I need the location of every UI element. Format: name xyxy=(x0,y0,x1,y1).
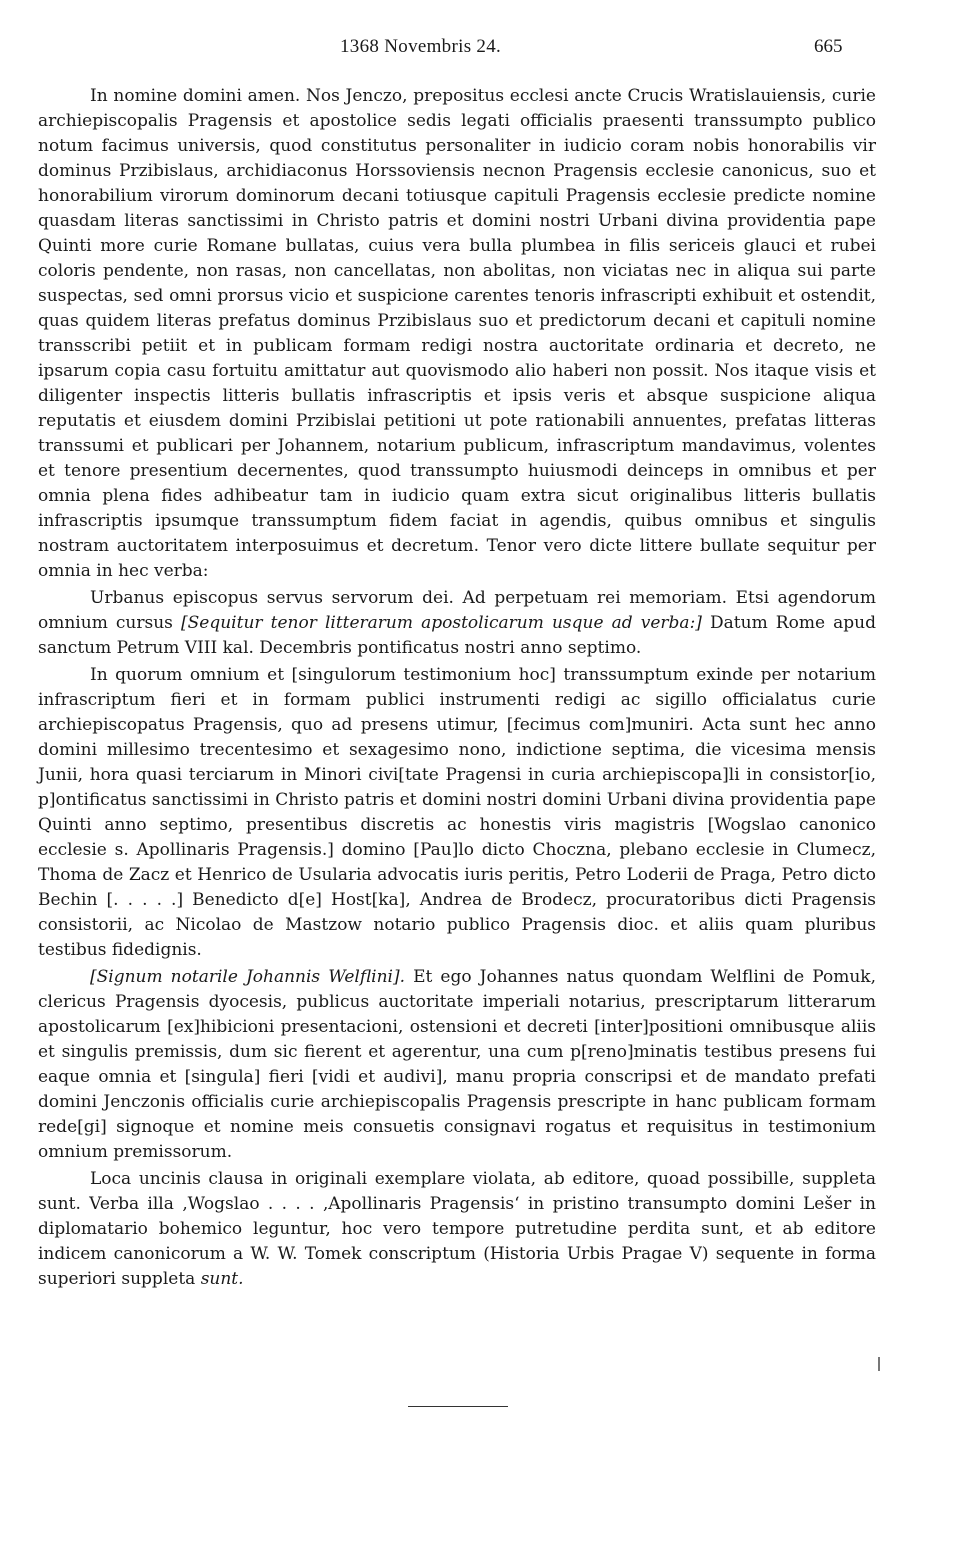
paragraph-charter-intro: In nomine domini amen. Nos Jenczo, prepositus ecclesi ancte Crucis Wratislauiensis, curie archiepiscopalis Pragensis et apostolice sedis legati officialis praesenti transsumpto publico notum facimus universis, quod constitutus personaliter in iudicio coram nobis honorabilis vir dominus Przibislaus, archidiaconus Horssoviensis necnon Pragensis ecclesie canonicus, suo et honorabilium virorum dominorum decani totiusque capituli Pragensis ecclesie predicte nomine quasdam literas sanctissimi in Christo patris et domini nostri Urbani divina providentia pape Quinti more curie Romane bullatas, cuius vera bulla plumbea in filis sericeis glauci et rubei coloris pendente, non rasas, non cancellatas, non abolitas, non viciatas nec in aliqua sui parte suspectas, sed omni prorsus vicio et suspicione carentes tenoris infrascripti exhibuit et ostendit, quas quidem literas prefatus dominus Przibislaus suo et predictorum decani et capituli nomine transscribi petiit et in publicam formam redigi nostra auctoritate ordinaria et decreto, ne ipsarum copia casu fortuitu amittatur aut quovismodo alio haberi non possit. Nos itaque visis et diligenter inspectis litteris bullatis infrascriptis et ipsis veris et absque suspicione aliqua reputatis et eiusdem domini Przibislai petitioni ut pote rationabili annuentes, prefatas litteras transsumi et publicari per Johannem, notarium publicum, infrascriptum mandavimus, volentes et tenore presentium decernentes, quod transsumpto huiusmodi deinceps in omnibus et per omnia plena fides adhibeatur tam in iudicio quam extra sicut originalibus litteris bullatis infrascriptis ipsumque transsumptum fidem faciat in agendis, quibus omnibus et singulis nostram auctoritatem interposuimus et decretum. Tenor vero dicte littere bullate sequitur per omnia in hec verba: xyxy=(38,86,876,581)
paragraph-notary-subscription xyxy=(38,965,876,1165)
paragraph-editor-remark xyxy=(38,1167,876,1292)
bull-dating-text: Datum Rome apud sanctum Petrum VIII kal. Decembris pontificatus nostri anno septimo. xyxy=(38,613,876,658)
bull-opening-text: Urbanus episcopus servus servorum dei. Ad perpetuam rei memoriam. Etsi agendorum omnium cursus xyxy=(38,588,876,633)
notary-subscription-text: Et ego Johannes natus quondam Welflini de Pomuk, clericus Pragensis dyocesis, publicus auctoritate imperiali notarius, prescriptarum litterarum apostolicarum [ex]hibicioni presentacioni, ostensioni et decreti [inter]positioni omnibusque aliis et singulis premissis, dum sic fierent et agerentur, una cum p[reno]minatis testibus presens fui eaque omnia et [singula] fieri [vidi et audivi], manu propria conscripsi et de mandato prefati domini Jenczonis officialis curie archiepiscopalis Pragensis prescripte in hanc publicam formam rede[gi] signoque et nomine meis consuetis consignavi rogatus et requisitus in testimonium omnium premissorum. xyxy=(38,967,876,1162)
paragraph-papal-bull xyxy=(38,586,876,661)
document-body xyxy=(38,84,876,1292)
margin-mark xyxy=(878,1357,880,1371)
editor-remark-text: Loca uncinis clausa in originali exemplare violata, ab editore, quoad possibille, suppleta sunt. Verba illa ‚Wogslao . . . . ‚Apollinaris Pragensis‘ in pristino transumpto domini Lešer in diplomatario bohemico leguntur, hoc vero tempore putretudine perdita sunt, et ab editore indicem canonicorum a W. W. Tomek conscriptum (Historia Urbis Pragae V) sequente in forma superiori suppleta xyxy=(38,1169,876,1289)
paragraph-attestation: In quorum omnium et [singulorum testimonium hoc] transsumptum exinde per notarium infrascriptum fieri et in formam publici instrumenti redigi ac sigillo officialatus curie archiepiscopatus Pragensis, quo ad presens utimur, [fecimus com]muniri. Acta sunt hec anno domini millesimo trecentesimo et sexagesimo nono, indictione septima, die vicesima mensis Junii, hora quasi terciarum in Minori civi[tate Pragensi in curia archiepiscopa]li in consistor[io, p]ontificatus sanctissimi in Christo patris et domini nostri domini Urbani divina providentia pape Quinti anno septimo, presentibus discretis ac honestis viris magistris [Wogslao canonico ecclesie s. Apollinaris Pragensis.] domino [Pau]lo dicto Choczna, plebano ecclesie in Clumecz, Thoma de Zacz et Henrico de Usularia advocatis iuris peritis, Petro Loderii de Praga, Petro dicto Bechin [. . . . .] Benedicto d[e] Host[ka], Andrea de Brodecz, procuratoribus dicti Pragensis consistorii, ac Nicolao de Mastzow notario publico Pragensis dioc. et aliis quam pluribus testibus fidedignis. xyxy=(38,665,876,960)
editorial-note-sequitur: [Sequitur tenor litterarum apostolicarum usque ad verba:] xyxy=(181,613,702,633)
editor-remark-final-word: sunt. xyxy=(200,1269,244,1289)
header-date: 1368 Novembris 24. xyxy=(340,36,502,57)
section-divider xyxy=(408,1406,508,1407)
editorial-note-signum: [Signum notarile Johannis Welflini]. xyxy=(90,967,406,987)
page-number: 665 xyxy=(814,36,843,57)
running-header xyxy=(0,30,960,62)
